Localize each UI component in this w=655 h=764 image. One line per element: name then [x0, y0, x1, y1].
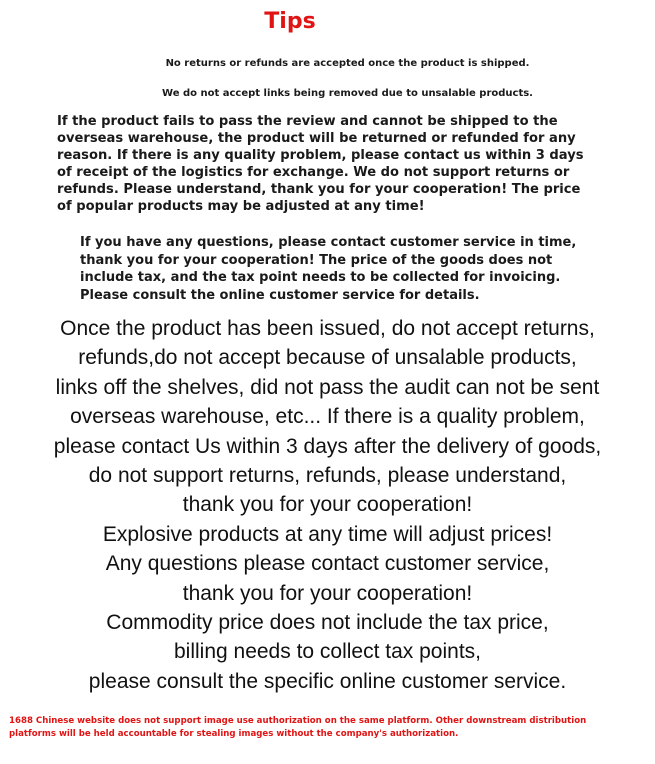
text-line: do not support returns, refunds, please understand,: [88, 464, 567, 488]
customer-service-paragraph: [80, 234, 600, 304]
text-line: refunds. Please understand, thank you for your cooperation! The price: [57, 182, 581, 197]
text-line: Once the product has been issued, do not accept returns,: [60, 317, 595, 340]
text-line: thank you for your cooperation!: [182, 581, 473, 605]
text-line: thank you for your cooperation! The price of the goods does not: [80, 252, 553, 268]
text-line: include tax, and the tax point needs to be collected for invoicing.: [80, 270, 561, 285]
text-line: Commodity price does not include the tax price,: [106, 611, 549, 635]
text-line: refunds,do not accept because of unsalable products,: [78, 346, 577, 370]
text-line: overseas warehouse, etc... If there is a quality problem,: [70, 405, 585, 429]
text-line: reason. If there is any quality problem, please contact us within 3 days: [57, 148, 584, 163]
text-line: If you have any questions, please contact customer service in time,: [80, 235, 577, 250]
text-line: of receipt of the logistics for exchange. We do not support returns or: [57, 165, 570, 180]
image-authorization-notice: [9, 715, 654, 741]
text-line: Explosive products at any time will adjust prices!: [102, 522, 553, 546]
no-returns-note: No returns or refunds are accepted once the product is shipped.: [165, 58, 530, 69]
text-line: overseas warehouse, the product will be returned or refunded for any: [57, 131, 576, 146]
text-line: thank you for your cooperation!: [182, 493, 473, 517]
text-line: Please consult the online customer service for details.: [80, 287, 480, 303]
text-line: please consult the specific online customer service.: [88, 669, 567, 693]
text-line: links off the shelves, did not pass the audit can not be sent: [55, 375, 600, 399]
review-policy-paragraph: [57, 113, 597, 215]
text-line: Any questions please contact customer service,: [105, 552, 550, 576]
text-line: please contact Us within 3 days after the delivery of goods,: [53, 434, 602, 458]
text-line: of popular products may be adjusted at any time!: [57, 199, 425, 214]
text-line: billing needs to collect tax points,: [173, 640, 481, 664]
text-line: If the product fails to pass the review and cannot be shipped to the: [57, 114, 558, 129]
text-line: 1688 Chinese website does not support image use authorization on the same platform. Other downstream distribution: [9, 716, 587, 726]
unsalable-links-note: We do not accept links being removed due to unsalable products.: [162, 88, 533, 99]
page-title: Tips: [264, 9, 316, 34]
large-policy-text: [0, 314, 655, 696]
text-line: platforms will be held accountable for stealing images without the company's authorization.: [9, 729, 459, 739]
